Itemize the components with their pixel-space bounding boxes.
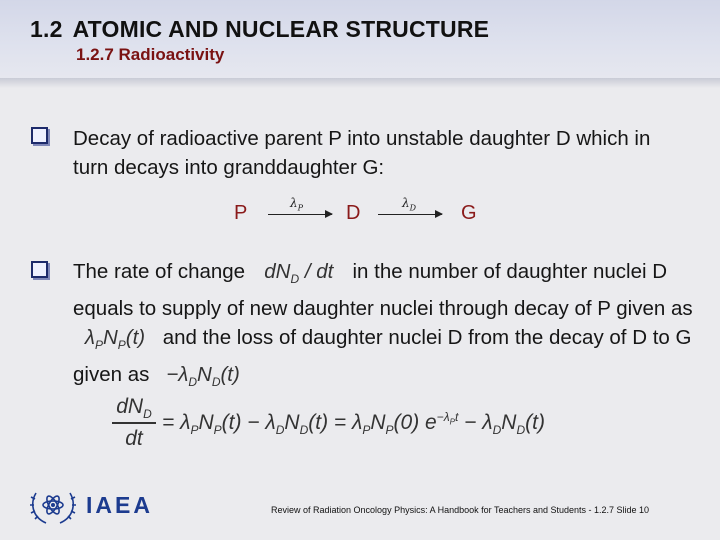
iaea-wordmark: IAEA [86, 492, 153, 518]
iaea-logo-icon [28, 483, 78, 529]
decay-arrow-2 [378, 214, 442, 215]
granddaughter-nuclide: G [461, 202, 477, 224]
equation-denominator: dt [125, 426, 143, 450]
bullet-1-text: Decay of radioactive parent P into unstable daughter D which in turn decays into granddaughter G: [73, 127, 651, 179]
equation-lhs-fraction [112, 395, 156, 451]
parent-nuclide: P [234, 202, 248, 224]
bullet-2-text-part2: in the number of daughter nuclei D equals to supply of new daughter nuclei through decay of P given as [73, 260, 693, 321]
decay-arrow-1 [268, 214, 332, 215]
bullet-2-text-part1: The rate of change [73, 260, 246, 283]
slide-subtitle: 1.2.7 Radioactivity [76, 45, 225, 64]
supply-term: $\lambda_PN_P(t)$ [84, 326, 146, 353]
fraction-bar [112, 422, 156, 424]
bullet-2-text [73, 257, 705, 397]
section-title: ATOMIC AND NUCLEAR STRUCTURE [72, 16, 490, 42]
header-divider [0, 78, 720, 88]
bullet-icon [31, 127, 48, 144]
bullet-2-text-part3: and the loss of daughter nuclei D from the decay of D to G given as [73, 326, 692, 387]
daughter-nuclide: D [346, 202, 361, 224]
equation-rhs: = $\lambda_PN_P(t) - \lambda_DN_D(t) = \lambda_PN_P(0) e^{-\lambda_Pt} - \lambda_DN_D(t)$ [162, 410, 545, 438]
lambda-d-label: $\lambda_D$ [402, 196, 417, 213]
equation-numerator: $dN_D$ [116, 395, 152, 422]
decay-chain [232, 198, 492, 232]
slide-title [30, 16, 489, 43]
bullet-icon [31, 261, 48, 278]
section-number: 1.2 [30, 16, 63, 42]
daughter-rate-equation [112, 395, 632, 455]
footer-reference: Review of Radiation Oncology Physics: A Handbook for Teachers and Students - 1.2.7 Slide 10 [271, 505, 650, 515]
rate-of-change-term: $dN_D$ / dt [264, 260, 334, 287]
lambda-p-label: $\lambda_P$ [290, 196, 303, 213]
loss-term: $-\lambda_DN_D(t)$ [166, 363, 240, 390]
